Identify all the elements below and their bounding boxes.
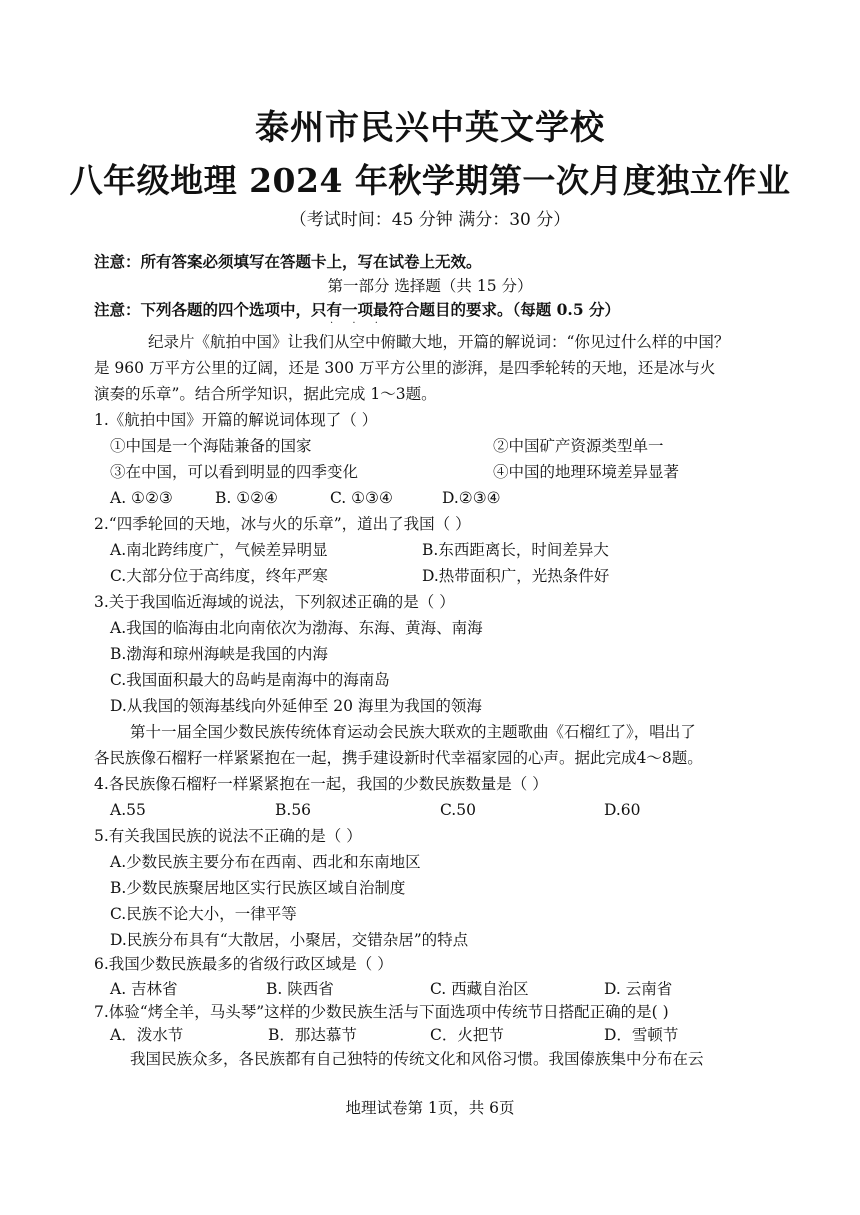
q1-statement-1: ①中国是一个海陆兼备的国家: [110, 437, 312, 455]
q2-option-c: C.大部分位于高纬度，终年严寒: [110, 567, 328, 585]
q7-option-d: D．雪顿节: [604, 1026, 679, 1044]
q3-stem: 3.关于我国临近海域的说法，下列叙述正确的是（ ）: [94, 593, 455, 611]
passage3-line1: 我国民族众多，各民族都有自己独特的传统文化和风俗习惯。我国傣族集中分布在云: [130, 1050, 704, 1068]
q2-option-a: A.南北跨纬度广，气候差异明显: [110, 541, 328, 559]
q3-option-c: C.我国面积最大的岛屿是南海中的海南岛: [110, 671, 390, 689]
q7-option-c: C．火把节: [430, 1026, 504, 1044]
q5-option-a: A.少数民族主要分布在西南、西北和东南地区: [110, 853, 421, 871]
notice-answer-sheet: 注意：所有答案必须填写在答题卡上，写在试卷上无效。: [94, 252, 482, 271]
q2-stem: 2.“四季轮回的天地，冰与火的乐章”，道出了我国（ ）: [94, 515, 471, 533]
emphasis-dots: · · ·: [330, 318, 386, 329]
q1-statement-2: ②中国矿产资源类型单一: [493, 437, 664, 455]
exam-title: 八年级地理 2024 年秋学期第一次月度独立作业: [69, 161, 791, 200]
page-footer: 地理试卷第 1页，共 6页: [345, 1099, 515, 1117]
q1-statement-4: ④中国的地理环境差异显著: [493, 463, 680, 481]
q7-stem: 7.体验“烤全羊，马头琴”这样的少数民族生活与下面选项中传统节日搭配正确的是( ): [94, 1003, 669, 1021]
q1-option-c: C. ①③④: [330, 489, 393, 507]
q3-option-a: A.我国的临海由北向南依次为渤海、东海、黄海、南海: [110, 619, 483, 637]
q1-stem: 1.《航拍中国》开篇的解说词体现了（ ）: [94, 411, 378, 429]
passage2-line1: 第十一届全国少数民族传统体育运动会民族大联欢的主题歌曲《石榴红了》，唱出了: [130, 723, 696, 741]
passage1-line3: 演奏的乐章”。结合所学知识，据此完成 1～3题。: [94, 385, 437, 403]
q4-option-a: A.55: [110, 801, 146, 819]
q1-option-d: D.②③④: [442, 489, 501, 507]
q7-option-a: A．泼水节: [110, 1026, 184, 1044]
q5-option-b: B.少数民族聚居地区实行民族区域自治制度: [110, 879, 406, 897]
q6-option-d: D. 云南省: [604, 980, 673, 998]
q3-option-b: B.渤海和琼州海峡是我国的内海: [110, 645, 328, 663]
q2-option-d: D.热带面积广，光热条件好: [422, 567, 610, 585]
q5-stem: 5.有关我国民族的说法不正确的是（ ）: [94, 827, 362, 845]
q7-option-b: B．那达慕节: [268, 1026, 357, 1044]
q5-option-c: C.民族不论大小，一律平等: [110, 905, 297, 923]
q4-option-b: B.56: [275, 801, 312, 819]
q6-stem: 6.我国少数民族最多的省级行政区域是（ ）: [94, 955, 393, 973]
q6-option-b: B. 陕西省: [266, 980, 334, 998]
q1-option-a: A. ①②③: [110, 489, 173, 507]
q6-option-a: A. 吉林省: [110, 980, 178, 998]
q1-option-b: B. ①②④: [215, 489, 278, 507]
school-name: 泰州市民兴中英文学校: [255, 108, 605, 148]
notice-single-choice: 注意：下列各题的四个选项中，只有一项最符合题目的要求。（每题 0.5 分）: [94, 300, 621, 319]
q4-option-d: D.60: [604, 801, 641, 819]
passage1-line2: 是 960 万平方公里的辽阔，还是 300 万平方公里的澎湃，是四季轮转的天地，还是冰与火: [94, 359, 716, 377]
q1-statement-3: ③在中国，可以看到明显的四季变化: [110, 463, 359, 481]
passage1-line1: 纪录片《航拍中国》让我们从空中俯瞰大地，开篇的解说词：“你见过什么样的中国？: [148, 333, 730, 351]
q4-stem: 4.各民族像石榴籽一样紧紧抱在一起，我国的少数民族数量是（ ）: [94, 775, 548, 793]
passage2-line2: 各民族像石榴籽一样紧紧抱在一起，携手建设新时代幸福家园的心声。据此完成4～8题。: [94, 749, 703, 767]
q6-option-c: C. 西藏自治区: [430, 980, 529, 998]
section-title: 第一部分 选择题（共 15 分）: [327, 277, 533, 295]
q4-option-c: C.50: [440, 801, 476, 819]
q3-option-d: D.从我国的领海基线向外延伸至 20 海里为我国的领海: [110, 697, 482, 715]
q5-option-d: D.民族分布具有“大散居，小聚居，交错杂居”的特点: [110, 931, 469, 949]
q2-option-b: B.东西距离长，时间差异大: [422, 541, 609, 559]
exam-subtitle: （考试时间：45 分钟 满分：30 分）: [289, 210, 571, 230]
